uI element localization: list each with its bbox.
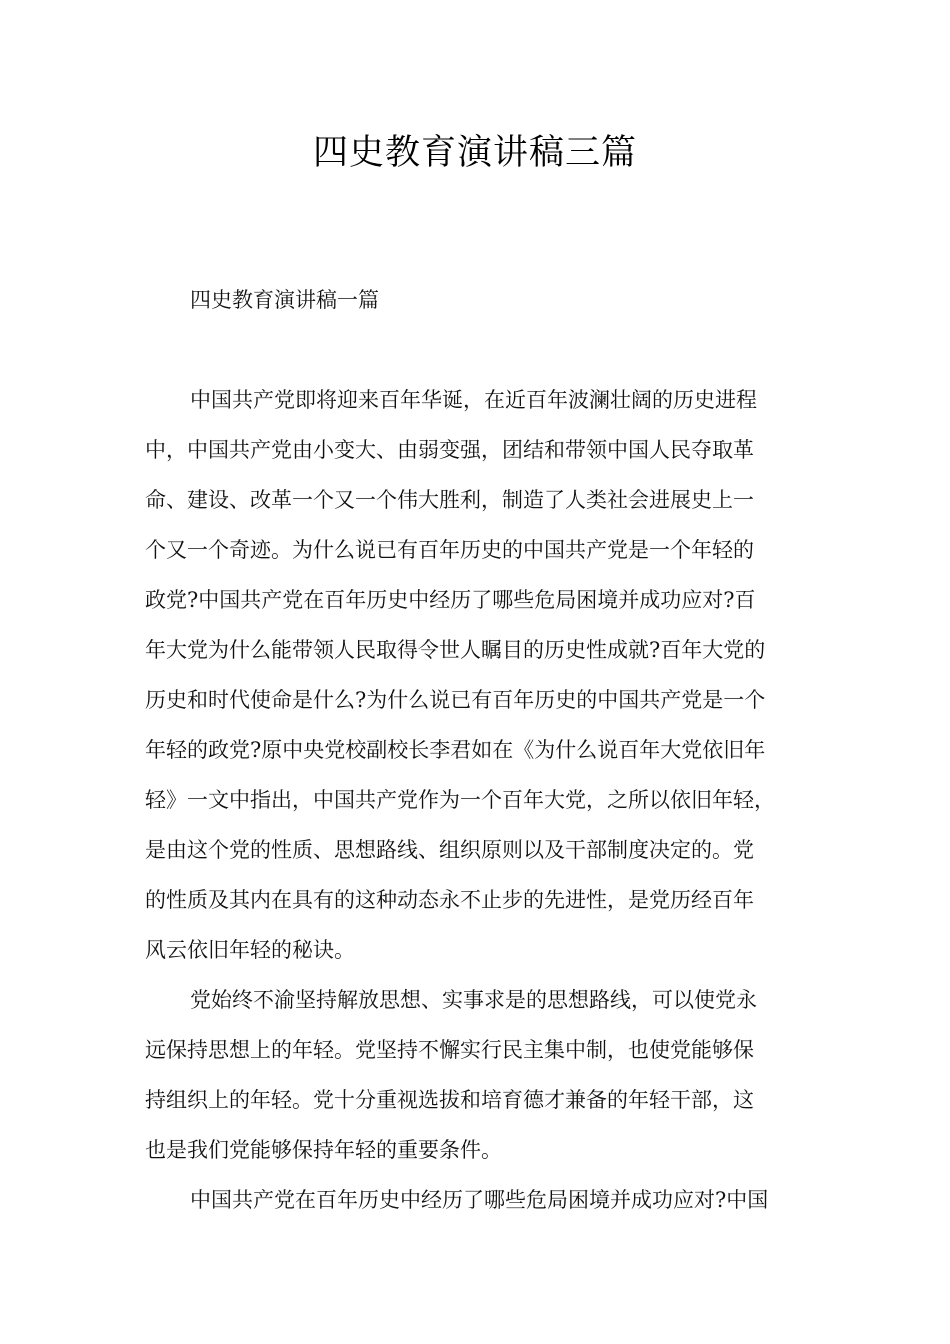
- section-heading: 四史教育演讲稿一篇: [190, 288, 379, 312]
- paragraph-2-line-4: 也是我们党能够保持年轻的重要条件。: [145, 1138, 502, 1162]
- paragraph-1-line-7: 历史和时代使命是什么?为什么说已有百年历史的中国共产党是一个: [145, 688, 766, 712]
- paragraph-1-line-1: 中国共产党即将迎来百年华诞，在近百年波澜壮阔的历史进程: [190, 388, 757, 412]
- paragraph-2-line-3: 持组织上的年轻。党十分重视选拔和培育德才兼备的年轻干部，这: [145, 1088, 754, 1112]
- paragraph-1-line-12: 风云依旧年轻的秘诀。: [145, 938, 355, 962]
- paragraph-1-line-8: 年轻的政党?原中央党校副校长李君如在《为什么说百年大党依旧年: [145, 738, 766, 762]
- paragraph-3-line-1: 中国共产党在百年历史中经历了哪些危局困境并成功应对?中国: [190, 1188, 769, 1212]
- paragraph-1-line-5: 政党?中国共产党在百年历史中经历了哪些危局困境并成功应对?百: [145, 588, 756, 612]
- paragraph-2-line-2: 远保持思想上的年轻。党坚持不懈实行民主集中制，也使党能够保: [145, 1038, 754, 1062]
- paragraph-2-line-1: 党始终不渝坚持解放思想、实事求是的思想路线，可以使党永: [190, 988, 757, 1012]
- document-title: 四史教育演讲稿三篇: [312, 133, 637, 173]
- paragraph-1-line-4: 个又一个奇迹。为什么说已有百年历史的中国共产党是一个年轻的: [145, 538, 754, 562]
- paragraph-1-line-2: 中，中国共产党由小变大、由弱变强，团结和带领中国人民夺取革: [145, 438, 754, 462]
- paragraph-1-line-3: 命、建设、改革一个又一个伟大胜利，制造了人类社会进展史上一: [145, 488, 754, 512]
- paragraph-1-line-10: 是由这个党的性质、思想路线、组织原则以及干部制度决定的。党: [145, 838, 754, 862]
- paragraph-1-line-6: 年大党为什么能带领人民取得令世人瞩目的历史性成就?百年大党的: [145, 638, 766, 662]
- paragraph-1-line-9: 轻》一文中指出，中国共产党作为一个百年大党，之所以依旧年轻，: [145, 788, 775, 812]
- paragraph-1-line-11: 的性质及其内在具有的这种动态永不止步的先进性，是党历经百年: [145, 888, 754, 912]
